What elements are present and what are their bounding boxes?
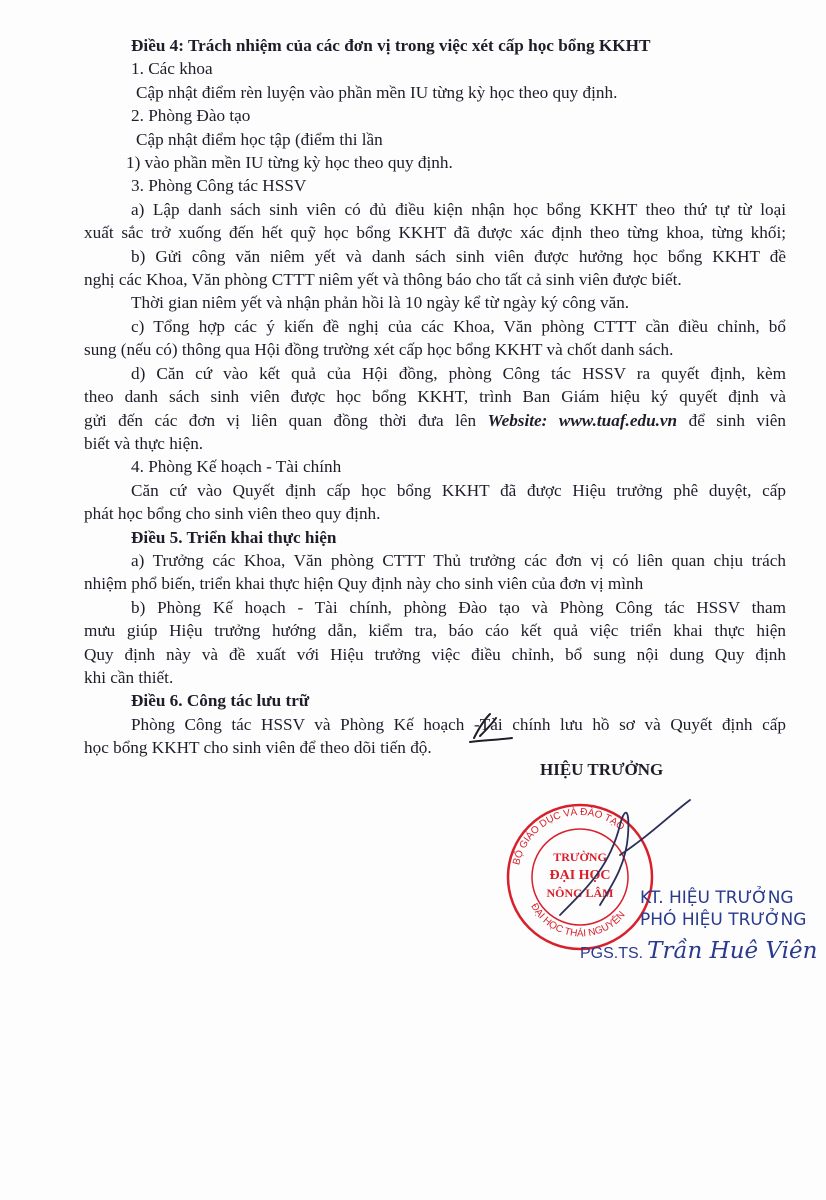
- document-body: [84, 34, 786, 760]
- section-3-c-line1: c) Tổng hợp các ý kiến đề nghị của các Khoa, Văn phòng CTTT cần điều chỉnh, bổ: [131, 316, 786, 336]
- section-4-line2: phát học bổng cho sinh viên theo quy định.: [84, 504, 381, 524]
- initials-mark-icon: [466, 708, 516, 748]
- article-5-b-line1: b) Phòng Kế hoạch - Tài chính, phòng Đào tạo và Phòng Công tác HSSV tham: [131, 597, 786, 617]
- section-3-a-line2: xuất sắc trở xuống đến hết quỹ học bổng KKHT đã được xác định theo từng khoa, từng khối;: [84, 223, 786, 243]
- section-3-d-line1: d) Căn cứ vào kết quả của Hội đồng, phòng Công tác HSSV ra quyết định, kèm: [131, 363, 786, 383]
- section-3-b-line3: Thời gian niêm yết và nhận phản hồi là 10 ngày kể từ ngày ký công văn.: [131, 293, 630, 313]
- article-6-heading: Điều 6. Công tác lưu trữ: [131, 691, 310, 711]
- signature-title: HIỆU TRƯỞNG: [540, 760, 664, 779]
- signer-fullname: Trần Huê Viên: [647, 938, 818, 964]
- section-1-text: Cập nhật điểm rèn luyện vào phần mền IU từng kỳ học theo quy định.: [136, 82, 618, 102]
- article-5-b-line4: khi cần thiết.: [84, 667, 174, 687]
- section-4-title: 4. Phòng Kế hoạch - Tài chính: [131, 457, 342, 477]
- section-3-d-line3-post: để sinh viên: [688, 410, 787, 430]
- section-3-d-line4: biết và thực hiện.: [84, 433, 204, 453]
- article-4-heading: Điều 4: Trách nhiệm của các đơn vị trong việc xét cấp học bổng KKHT: [131, 36, 651, 55]
- section-3-title: 3. Phòng Công tác HSSV: [131, 176, 307, 196]
- section-3-d-line3: [84, 409, 786, 432]
- signer-rank: PGS.TS.: [580, 945, 644, 962]
- kt-hieu-truong-label: KT. HIỆU TRƯỞNG: [640, 888, 794, 908]
- svg-text:BỘ GIÁO DỤC VÀ ĐÀO TẠO: BỘ GIÁO DỤC VÀ ĐÀO TẠO: [511, 806, 627, 867]
- section-1-title: 1. Các khoa: [131, 59, 213, 79]
- article-5-heading: Điều 5. Triển khai thực hiện: [131, 527, 337, 547]
- article-5-b-line3: Quy định này và đề xuất với Hiệu trưởng việc điều chỉnh, bổ sung nội dung Quy định: [84, 644, 786, 664]
- official-stamp-icon: [500, 795, 700, 955]
- section-3-b-line1: b) Gửi công văn niêm yết và danh sách sinh viên được hưởng học bổng KKHT đề: [131, 246, 786, 266]
- article-5-a-line2: nhiệm phổ biến, triển khai thực hiện Quy định này cho sinh viên của đơn vị mình: [84, 574, 644, 594]
- article-5-b-line2: mưu giúp Hiệu trưởng hướng dẫn, kiểm tra, báo cáo kết quả việc triển khai thực hiện: [84, 621, 786, 641]
- svg-text:NÔNG LÂM: NÔNG LÂM: [546, 886, 614, 900]
- article-6-line2: học bổng KKHT cho sinh viên để theo dõi tiến độ.: [84, 738, 432, 758]
- section-3-d-line2: theo danh sách sinh viên được học bổng KKHT, trình Ban Giám hiệu ký quyết định và: [84, 387, 786, 407]
- deputy-title: PHÓ HIỆU TRƯỞNG: [640, 910, 807, 930]
- article-5-a-line1: a) Trưởng các Khoa, Văn phòng CTTT Thủ trưởng các đơn vị có liên quan chịu trách: [131, 550, 786, 570]
- svg-text:ĐẠI HỌC: ĐẠI HỌC: [549, 868, 611, 883]
- section-3-a-line1: a) Lập danh sách sinh viên có đủ điều kiện nhận học bổng KKHT theo thứ tự từ loại: [131, 199, 786, 219]
- article-6-line1: Phòng Công tác HSSV và Phòng Kế hoạch -Tài chính lưu hồ sơ và Quyết định cấp: [131, 714, 786, 734]
- website-link[interactable]: Website: www.tuaf.edu.vn: [487, 410, 678, 430]
- section-3-d-line3-pre: gửi đến các đơn vị liên quan đồng thời đưa lên: [84, 410, 477, 430]
- section-2-title: 2. Phòng Đào tạo: [131, 106, 251, 126]
- section-2-text-b: 1) vào phần mền IU từng kỳ học theo quy định.: [126, 153, 453, 173]
- svg-text:ĐẠI HỌC THÁI NGUYÊN: ĐẠI HỌC THÁI NGUYÊN: [528, 901, 628, 940]
- section-4-line1: Căn cứ vào Quyết định cấp học bổng KKHT đã được Hiệu trưởng phê duyệt, cấp: [131, 480, 786, 500]
- section-2-text-a: Cập nhật điểm học tập (điểm thi lần: [136, 129, 383, 149]
- section-3-b-line2: nghị các Khoa, Văn phòng CTTT niêm yết và thông báo cho tất cả sinh viên được biết.: [84, 270, 682, 290]
- signer-name: [580, 938, 817, 964]
- section-3-c-line2: sung (nếu có) thông qua Hội đồng trường xét cấp học bổng KKHT và chốt danh sách.: [84, 340, 674, 360]
- svg-text:TRƯỜNG: TRƯỜNG: [553, 850, 607, 864]
